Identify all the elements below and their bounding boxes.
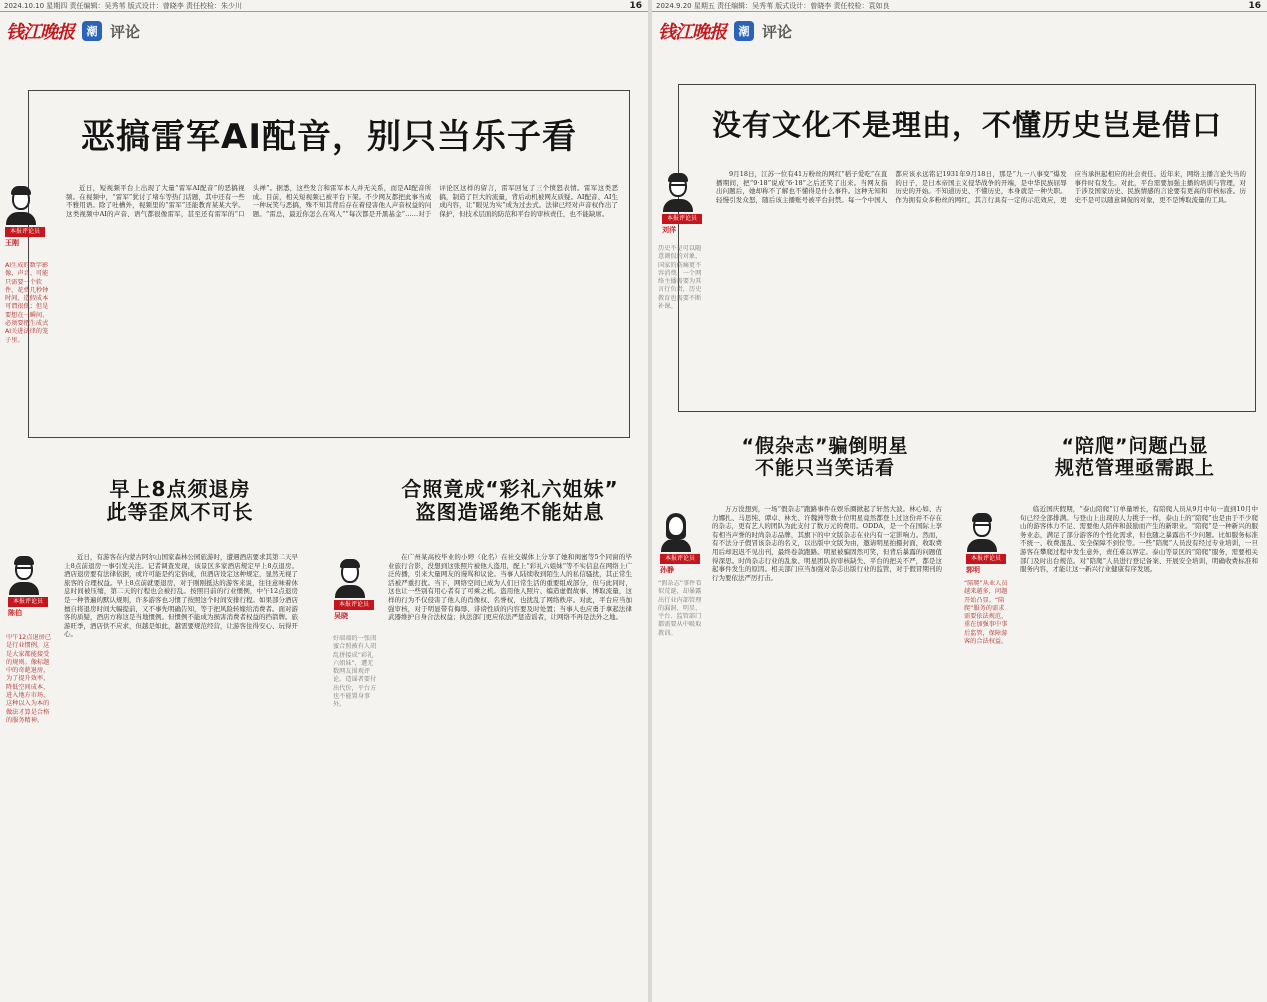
story-b-body-text: 在广州某高校毕业的小婷（化名）在社交媒体上分享了她和闺蜜等5个同窗的毕业旅行合影，没想到这张照片被他人盗用，配上“彩礼六姐妹”等不实信息在网络上广泛传播，引来大量网友的谩骂和议论。当事人陆续收到陌生人的私信骚扰，其正常生活被严重打扰。当下，网络空间已成为人们日常生活的重要组成部分，但与此同时，这也让一些别有用心者有了可乘之机。盗用他人照片、编造虚假故事、博取流量，这样的行为不仅侵害了他人的肖像权、名誉权，也扰乱了网络秩序。对此，平台应当加强审核，对于明显带有侮辱、诽谤性质的内容要及时处置；当事人也应勇于拿起法律武器维护自身合法权益；执法部门更应依法严惩造谣者，让网络不再是法外之地。	[388, 553, 632, 622]
author-name: 王刚	[5, 239, 19, 247]
right-lead-author	[662, 172, 702, 235]
story-c-headline	[710, 436, 940, 480]
story-c-author	[660, 512, 700, 575]
newspaper-logo: 钱江晚报	[6, 22, 74, 43]
left-page-number: 16	[629, 1, 642, 11]
author-tag: 本报评论员	[334, 600, 374, 610]
story-c-headline-line1: “假杂志”骗倒明星	[741, 435, 909, 457]
author-portrait-icon	[334, 558, 366, 598]
story-d-body-text: 临近国庆假期，“泰山陪爬”订单量增长，有陪爬人员从9月中旬一直到10月中旬已经全部排满。与登山上出现的人力挑子一样，泰山上的“陪爬”也是由于不少爬山的游客体力不足、需要他人陪伴和鼓励而产生的新职业。“陪爬”是一种新兴的服务业态，满足了部分游客的个性化需求，但也随之暴露出不少问题。比如服务标准不统一、收费混乱、安全保障不到位等。一些“陪爬”人员没有经过专业培训，一旦游客在攀爬过程中发生意外，责任难以界定。泰山等景区的“陪爬”服务，需要相关部门及时出台规范。对“陪爬”人员进行登记备案、开展安全培训，明确收费标准和服务内容，才能让这一新兴行业健康有序发展。	[1020, 505, 1258, 574]
left-lead-headline: 恶搞雷军AI配音，别只当乐子看	[81, 117, 577, 157]
story-c-body-text: 万万没想到，一场“假杂志”跑路事件在娱乐圈掀起了轩然大波。林心如、古力娜扎、马思纯、谭卓、林允、许魏洲等数十位明星竟然都登上过这份并不存在的杂志，更有艺人的团队为此支付了数万元的费用。ODDA，是一个在国际上享有相当声誉的时尚杂志品牌，其旗下的中文版杂志在业内有一定影响力。然而，有不法分子假冒该杂志的名义，以出版中文版为由，邀请明星拍摄封面，收取费用后却迟迟不见出刊，最终卷款跑路。明星被骗固然可笑，但背后暴露的问题值得深思。时尚杂志行业的乱象、明星团队的审核缺失、平台的把关不严，都是这起事件发生的原因。相关部门应当加强对杂志出版行业的监管，对于假冒期刊的行为要依法严厉打击。	[712, 505, 942, 582]
story-c-body	[712, 505, 942, 995]
author-tag: 本报评论员	[8, 597, 48, 607]
story-d-headline	[1020, 436, 1250, 480]
section-name: 评论	[762, 22, 793, 41]
left-issue-info: 2024.10.10 星期四 责任编辑：吴秀苇 版式设计：曾晓李 责任校检：朱少川	[4, 2, 242, 10]
story-a-headline	[70, 478, 290, 524]
story-d-author	[966, 512, 1006, 575]
author-name: 郭明	[966, 566, 980, 574]
author-portrait-icon	[660, 512, 692, 552]
left-lead-author	[5, 185, 45, 248]
story-c-sidenote: “假杂志”事件看似荒诞，却暴露出行业内部管理的漏洞，明星、平台、监管部门都需要从中吸取教训。	[658, 580, 702, 637]
story-b-body	[388, 553, 632, 998]
left-lead-body-text: 近日，短视频平台上出现了大量“雷军AI配音”的恶搞视频。在视频中，“雷军”犹讨了堵车等热门话题，其中还有一些不雅用语。除了吐槽外，视频里的“雷军”还能教育某某大学。这类视频中AI的声音、语气都很像雷军，甚至还有雷军的“口头禅”。据悉，这些发言和雷军本人并无关系，而是AI配音所成。目前，相关短视频已被平台下架。不少网友都把此事当成一种玩笑与恶搞，殊不知其背后存在着侵害他人声音权益的问题。“雷总，最近你怎么在骂人”“每次都是开黑基金”……对于评论区这样的留言，雷军回复了三个愤怒表情。雷军这类恶搞，制造了巨大的流量，背后动机被网友质疑。AI配音、AI生成内容，让“眼见为实”成为过去式。法律已经对声音权作出了保护，但技术层面的防范和平台的审核责任，也不能缺席。	[66, 184, 618, 218]
story-a-body	[64, 553, 298, 998]
author-portrait-icon	[5, 185, 37, 225]
right-lead-body-text: 9月18日，江苏一位有41万粉丝的网红“稻子爱吃”在直播期间，把“9·18”说成“6·18”之后还笑了出来。当网友指出问题后，她却称不了解也不懂得是什么事件。这种无知和轻慢引发众怒，随后该主播账号被平台封禁。每一个中国人都应该永远铭记1931年9月18日，那是“九一八事变”爆发的日子，是日本帝国主义侵华战争的开端，是中华民族屈辱历史的开始。不知道历史、不懂历史，本身就是一种失职。作为拥有众多粉丝的网红，其言行具有一定的示范效应，更应当承担起相应的社会责任。近年来，网络主播言论失当的事件时有发生。对此，平台需要加强主播的培训与管理，对于涉及国家历史、民族情感的言论要有更高的审核标准。历史不是可以随意调侃的对象，更不是博取流量的工具。	[716, 170, 1246, 204]
author-portrait-icon	[8, 555, 40, 595]
story-d-sidenote: “陪爬”从业人员越来越多，问题开始凸显。“陪爬”服务的需求需要依法规范，重在加强事中事后监管，保障游客的合法权益。	[964, 580, 1008, 646]
story-a-headline-line2: 此等歪风不可长	[106, 500, 254, 524]
author-portrait-icon	[966, 512, 998, 552]
newspaper-logo: 钱江晚报	[658, 22, 726, 43]
story-c-headline-line2: 不能只当笑话看	[754, 456, 895, 479]
author-name: 孙静	[660, 566, 674, 574]
section-name: 评论	[110, 22, 141, 41]
author-name: 陈伯	[8, 609, 22, 617]
story-d-body	[1020, 505, 1258, 995]
right-lead-body	[716, 170, 1246, 395]
story-b-headline-line2: 盗图造谣绝不能姑息	[415, 500, 605, 524]
story-b-author	[334, 558, 374, 621]
right-newspaper-page	[652, 0, 1267, 1002]
story-b-headline	[390, 478, 630, 524]
author-name: 刘洋	[662, 226, 676, 234]
left-masthead	[6, 18, 140, 44]
story-a-sidenote: 中午12点退房已是行业惯例，这是大家都能接受的规则。像标题中的奇葩退房，为了提升效率，降低空间成本，进入地方市场，这种以入为本的做法才算是合格的服务精神。	[6, 634, 51, 724]
author-tag: 本报评论员	[660, 554, 700, 564]
left-lead-sidenote: AI生成的数字影像、声音、可能只需要一个软件、花费几秒钟时间、造假成本可谓很低；但是要想在一瞬间、必须要把生成式AI关进法律的笼子里。	[5, 262, 49, 344]
story-b-headline-line1: 合照竟成“彩礼六姐妹”	[401, 477, 619, 501]
section-badge-icon: 潮	[82, 21, 102, 41]
story-a-headline-line1: 早上8点须退房	[109, 477, 251, 501]
right-masthead	[658, 18, 792, 44]
section-badge-icon: 潮	[734, 21, 754, 41]
author-tag: 本报评论员	[662, 214, 702, 224]
left-lead-body	[66, 184, 618, 412]
right-page-number: 16	[1248, 1, 1261, 11]
story-d-headline-line2: 规范管理亟需跟上	[1054, 456, 1215, 479]
author-tag: 本报评论员	[966, 554, 1006, 564]
story-a-body-text: 近日，有游客在内蒙古阿尔山国家森林公园旅游时，遭遇酒店要求其第二天早上8点前退房一事引发关注。记者调查发现，该景区多家酒店规定早上8点退房。酒店退房要有法律依据，或许可能是约定俗成，但酒店设定这种规定，显然无视了旅客的合理权益。早上8点前就要退房，对于刚刚抵达的游客来说，往往意味着休息时间被压缩，第二天的行程也会被打乱。按照目前的行业惯例，中午12点退房是一种普遍的默认规则，许多游客也习惯了按照这个时间安排行程。如果部分酒店擅自将退房时间大幅提前，又不事先明确告知，等于把风险转嫁给消费者。面对游客的质疑，酒店方称这是当地惯例。但惯例不能成为损害消费者权益的挡箭牌。旅游旺季，酒店供不应求，但越是如此，越需要规范经营，让游客住得安心、玩得开心。	[64, 553, 298, 639]
right-top-strip	[652, 0, 1267, 12]
right-issue-info: 2024.9.20 星期五 责任编辑：吴秀苇 版式设计：曾晓李 责任校检：袁如良	[656, 2, 890, 10]
story-b-sidenote: 好端端的一张闺蜜合照被有人胡乱拼接成“彩礼六姐妹”，遭无数网友围观评论。造谣者要付出代价，平台方也不能置身事外。	[333, 635, 377, 709]
left-top-strip	[0, 0, 648, 12]
story-a-author	[8, 555, 48, 618]
story-d-headline-line1: “陪爬”问题凸显	[1061, 435, 1209, 457]
author-name: 吴晓	[334, 612, 348, 620]
author-portrait-icon	[662, 172, 694, 212]
author-tag: 本报评论员	[5, 227, 45, 237]
right-lead-headline: 没有文化不是理由，不懂历史岂是借口	[711, 108, 1222, 142]
right-lead-sidenote: 历史不是可以随意调侃的对象，国家的伤痛更不容消费。一个网络主播需要为其言行负责，历史教育也需要不断补课。	[658, 245, 702, 311]
